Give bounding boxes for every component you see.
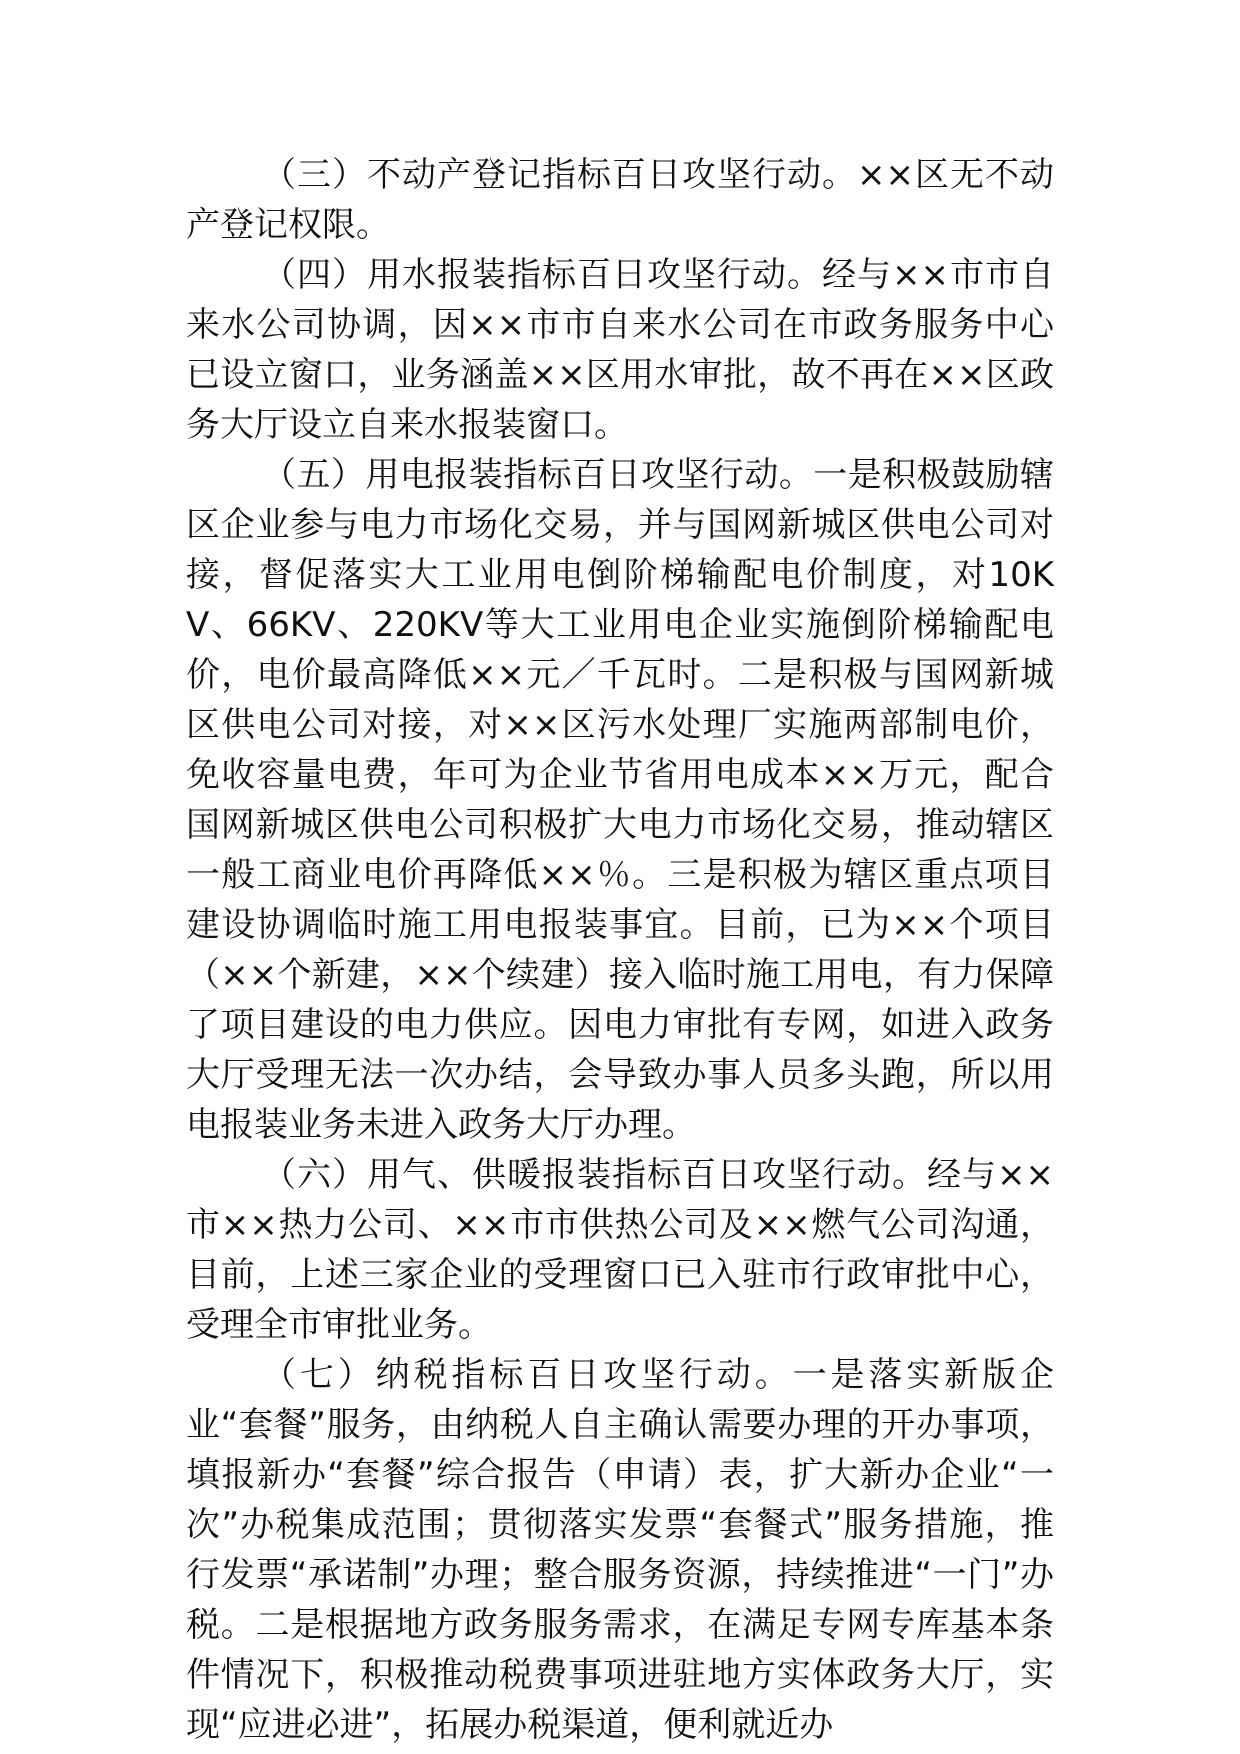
- paragraph-tax-payment: （七）纳税指标百日攻坚行动。一是落实新版企业“套餐”服务，由纳税人自主确认需要办理的开办事项，填报新办“套餐”综合报告（申请）表，扩大新办企业“一次”办税集成范围；贯彻落实发票“套餐式”服务措施，推行发票“承诺制”办理；整合服务资源，持续推进“一门”办税。二是根据地方政务服务需求，在满足专网专库基本条件情况下，积极推动税费事项进驻地方实体政务大厅，实现“应进必进”，拓展办税渠道，便利就近办: [186, 1355, 1054, 1745]
- paragraph-real-estate-registration: （三）不动产登记指标百日攻坚行动。××区无不动产登记权限。: [186, 155, 1054, 245]
- paragraph-electricity-connection: （五）用电报装指标百日攻坚行动。一是积极鼓励辖区企业参与电力市场化交易，并与国网新城区供电公司对接，督促落实大工业用电倒阶梯输配电价制度，对10KV、66KV、220KV等大工业用电企业实施倒阶梯输配电价，电价最高降低××元／千瓦时。二是积极与国网新城区供电公司对接，对××区污水处理厂实施两部制电价，免收容量电费，年可为企业节省用电成本××万元，配合国网新城区供电公司积极扩大电力市场化交易，推动辖区一般工商业电价再降低××％。三是积极为辖区重点项目建设协调临时施工用电报装事宜。目前，已为××个项目（××个新建，××个续建）接入临时施工用电，有力保障了项目建设的电力供应。因电力审批有专网，如进入政务大厅受理无法一次办结，会导致办事人员多头跑，所以用电报装业务未进入政务大厅办理。: [186, 455, 1054, 1145]
- paragraph-gas-heating-connection: （六）用气、供暖报装指标百日攻坚行动。经与××市××热力公司、××市市供热公司及××燃气公司沟通，目前，上述三家企业的受理窗口已入驻市行政审批中心，受理全市审批业务。: [186, 1155, 1054, 1345]
- paragraph-water-connection: （四）用水报装指标百日攻坚行动。经与××市市自来水公司协调，因××市市自来水公司在市政务服务中心已设立窗口，业务涵盖××区用水审批，故不再在××区政务大厅设立自来水报装窗口。: [186, 255, 1054, 445]
- document-body: [186, 150, 1054, 1750]
